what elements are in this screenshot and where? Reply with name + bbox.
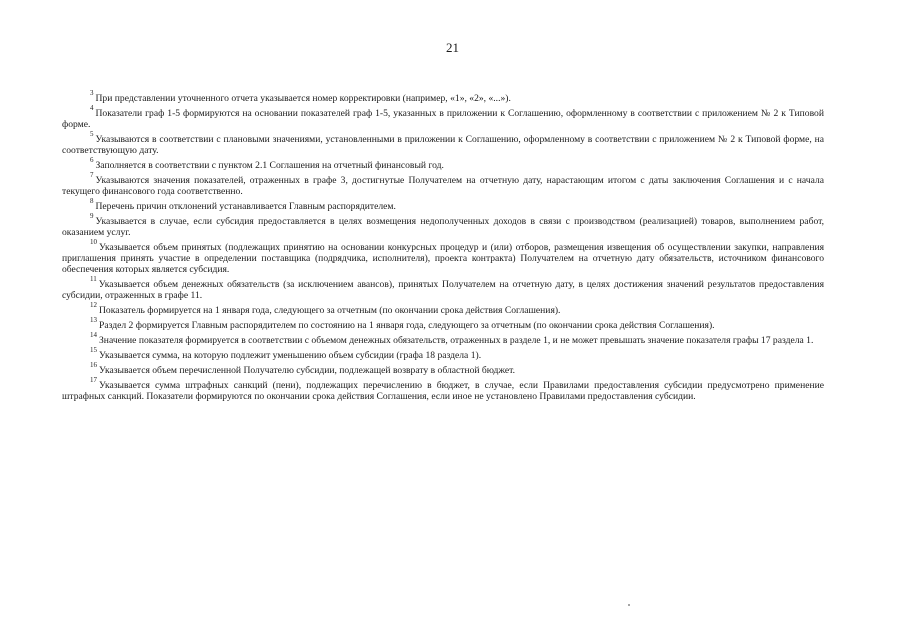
- footnote-marker: 5: [90, 130, 94, 138]
- footnote-marker: 16: [90, 361, 97, 369]
- footnote-8: [62, 197, 824, 212]
- footnote-text: Заполняется в соответствии с пунктом 2.1 Соглашения на отчетный финансовый год.: [95, 160, 444, 171]
- footnote-14: [62, 331, 824, 346]
- page-number: 21: [446, 40, 459, 55]
- footnotes-block: [62, 89, 824, 402]
- footnote-text: Раздел 2 формируется Главным распорядителем по состоянию на 1 января года, следующего за отчетным (по окончании срока действия Соглашения).: [99, 320, 715, 331]
- footnote-17: [62, 376, 824, 402]
- footnote-marker: 9: [90, 212, 94, 220]
- footnote-marker: 17: [90, 376, 97, 384]
- footnote-text: Значение показателя формируется в соответствии с объемом денежных обязательств, отраженных в разделе 1, и не может превышать значение показателя графы 17 раздела 1.: [99, 335, 814, 346]
- footnote-15: [62, 346, 824, 361]
- footnote-13: [62, 316, 824, 331]
- footnote-marker: 12: [90, 301, 97, 309]
- footnote-10: [62, 238, 824, 275]
- footnote-text: Указывается объем принятых (подлежащих принятию на основании конкурсных процедур и (или) отборов, размещения извещения об осуществлении закупки, направления приглашения принять участие в определении поставщика (подрядчика, исполнителя), проекта контракта) Получателем на отчетную дату обязательств, источником финансового обеспечения которых является субсидия.: [62, 242, 824, 275]
- footnote-4: [62, 104, 824, 130]
- footnote-text: Указывается объем денежных обязательств (за исключением авансов), принятых Получателем на отчетную дату, в целях достижения значений результатов предоставления субсидии, отраженных в графе 11.: [62, 279, 824, 301]
- footnote-marker: 10: [90, 238, 97, 246]
- footnote-12: [62, 301, 824, 316]
- footnote-marker: 13: [90, 316, 97, 324]
- footnote-marker: 11: [90, 275, 97, 283]
- footnote-marker: 6: [90, 156, 94, 164]
- footnote-text: Указывается сумма, на которую подлежит уменьшению объем субсидии (графа 18 раздела 1).: [99, 350, 482, 361]
- footnote-7: [62, 171, 824, 197]
- footnote-marker: 7: [90, 171, 94, 179]
- footnote-text: Указываются значения показателей, отраженных в графе 3, достигнутые Получателем на отчетную дату, нарастающим итогом с даты заключения Соглашения и с начала текущего финансового года соответственно.: [62, 175, 824, 197]
- footnote-9: [62, 212, 824, 238]
- footnote-text: Указывается сумма штрафных санкций (пени), подлежащих перечислению в бюджет, в случае, если Правилами предоставления субсидии предусмотрено применение штрафных санкций. Показатели формируются по окончании срока действия Соглашения, если иное не установлено Правилами предоставления субсидии.: [62, 380, 824, 402]
- footnote-text: Показатель формируется на 1 января года, следующего за отчетным (по окончании срока действия Соглашения).: [99, 305, 561, 316]
- scan-speck: [628, 604, 630, 606]
- footnote-6: [62, 156, 824, 171]
- footnote-text: Показатели граф 1-5 формируются на основании показателей граф 1-5, указанных в приложении к Соглашению, оформленному в соответствии с приложением № 2 к Типовой форме.: [62, 108, 824, 130]
- footnote-5: [62, 130, 824, 156]
- footnote-text: Указываются в соответствии с плановыми значениями, установленными в приложении к Соглашению, оформленному в соответствии с приложением № 2 к Типовой форме, на соответствующую дату.: [62, 134, 824, 156]
- footnote-marker: 3: [90, 89, 94, 97]
- footnote-marker: 4: [90, 104, 94, 112]
- footnote-marker: 8: [90, 197, 94, 205]
- footnote-3: [62, 89, 824, 104]
- footnote-text: Перечень причин отклонений устанавливается Главным распорядителем.: [95, 201, 396, 212]
- footnote-marker: 14: [90, 331, 97, 339]
- footnote-text: При представлении уточненного отчета указывается номер корректировки (например, «1», «2», «...»).: [95, 93, 511, 104]
- footnote-text: Указывается объем перечисленной Получателю субсидии, подлежащей возврату в областной бюджет.: [99, 365, 515, 376]
- footnote-11: [62, 275, 824, 301]
- footnote-marker: 15: [90, 346, 97, 354]
- footnote-text: Указывается в случае, если субсидия предоставляется в целях возмещения недополученных доходов в связи с производством (реализацией) товаров, выполнением работ, оказанием услуг.: [62, 216, 824, 238]
- footnote-16: [62, 361, 824, 376]
